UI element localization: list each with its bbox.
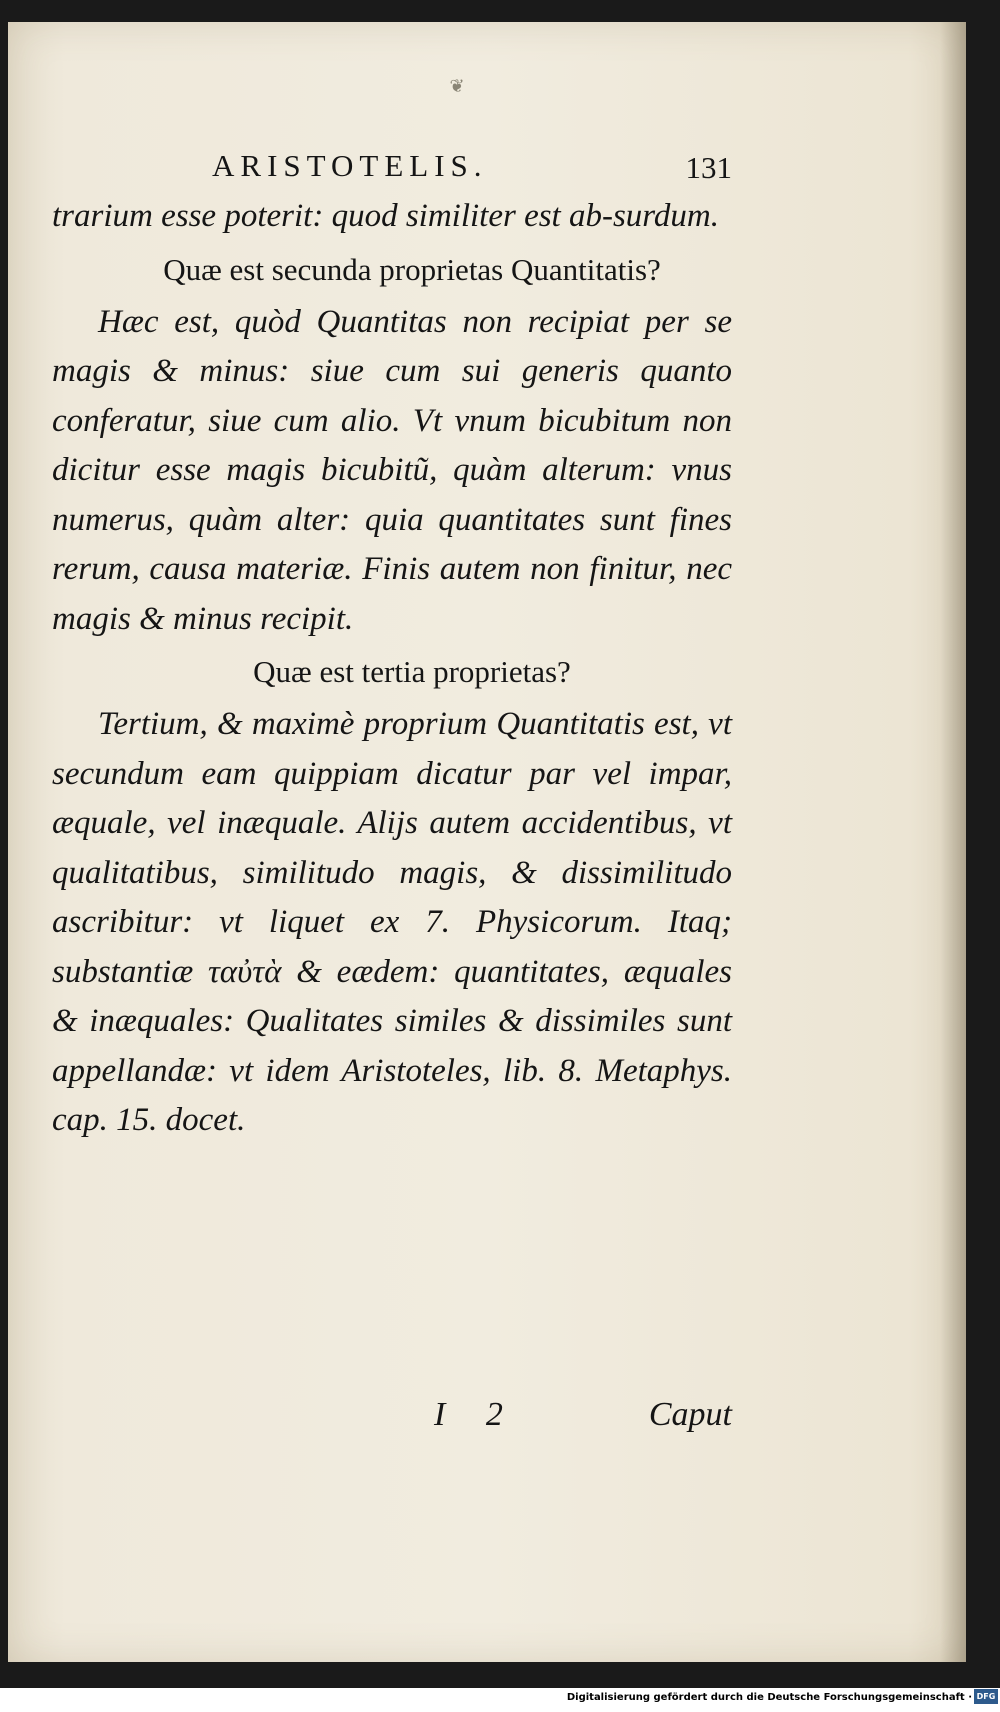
paragraph-second-property: Hæc est, quòd Quantitas non recipiat per se magis & minus: siue cum sui generis quanto conferatur, siue cum alio. Vt vnum bicubitum non dicitur esse magis bicubitũ, quàm alterum: vnus numerus, quàm alter: quia quantitates sunt fines rerum, causa materiæ. Finis autem non finitur, nec magis & minus recipit. xyxy=(52,303,732,637)
running-head xyxy=(52,140,732,192)
question-heading-second-property: Quæ est secunda proprietas Quantitatis? xyxy=(163,251,661,287)
printer-ornament: ❦ xyxy=(449,76,465,97)
running-title: ARISTOTELIS. xyxy=(212,148,488,183)
digitization-credit: Digitalisierung gefördert durch die Deutsche Forschungsgemeinschaft · xyxy=(566,1692,972,1703)
question-heading-third-property: Quæ est tertia proprietas? xyxy=(253,654,571,689)
paragraph-continuation: trarium esse poterit: quod similiter est ab-surdum. xyxy=(52,198,720,234)
catchword: Caput xyxy=(648,1396,732,1433)
spine-shadow xyxy=(940,22,966,1662)
paragraph-third-property: Tertium, & maximè proprium Quantitatis est, vt secundum eam quippiam dicatur par vel impar, æquale, vel inæquale. Alijs autem accidentibus, vt qualitatibus, similitudo magis, & dissimilitudo ascribitur: vt liquet ex 7. Physicorum. Itaq; substantiæ ταὐτὰ & eædem: quantitates, æquales & inæquales: Qualitates similes & dissimiles sunt appellandæ: vt idem Aristoteles, lib. 8. Metaphys. cap. 15. docet. xyxy=(52,706,732,1138)
text-block xyxy=(52,140,732,1146)
page-number: 131 xyxy=(685,150,732,185)
catchline xyxy=(52,1396,732,1446)
dfg-logo: DFG xyxy=(974,1689,998,1704)
signature-mark: I 2 xyxy=(434,1396,519,1433)
